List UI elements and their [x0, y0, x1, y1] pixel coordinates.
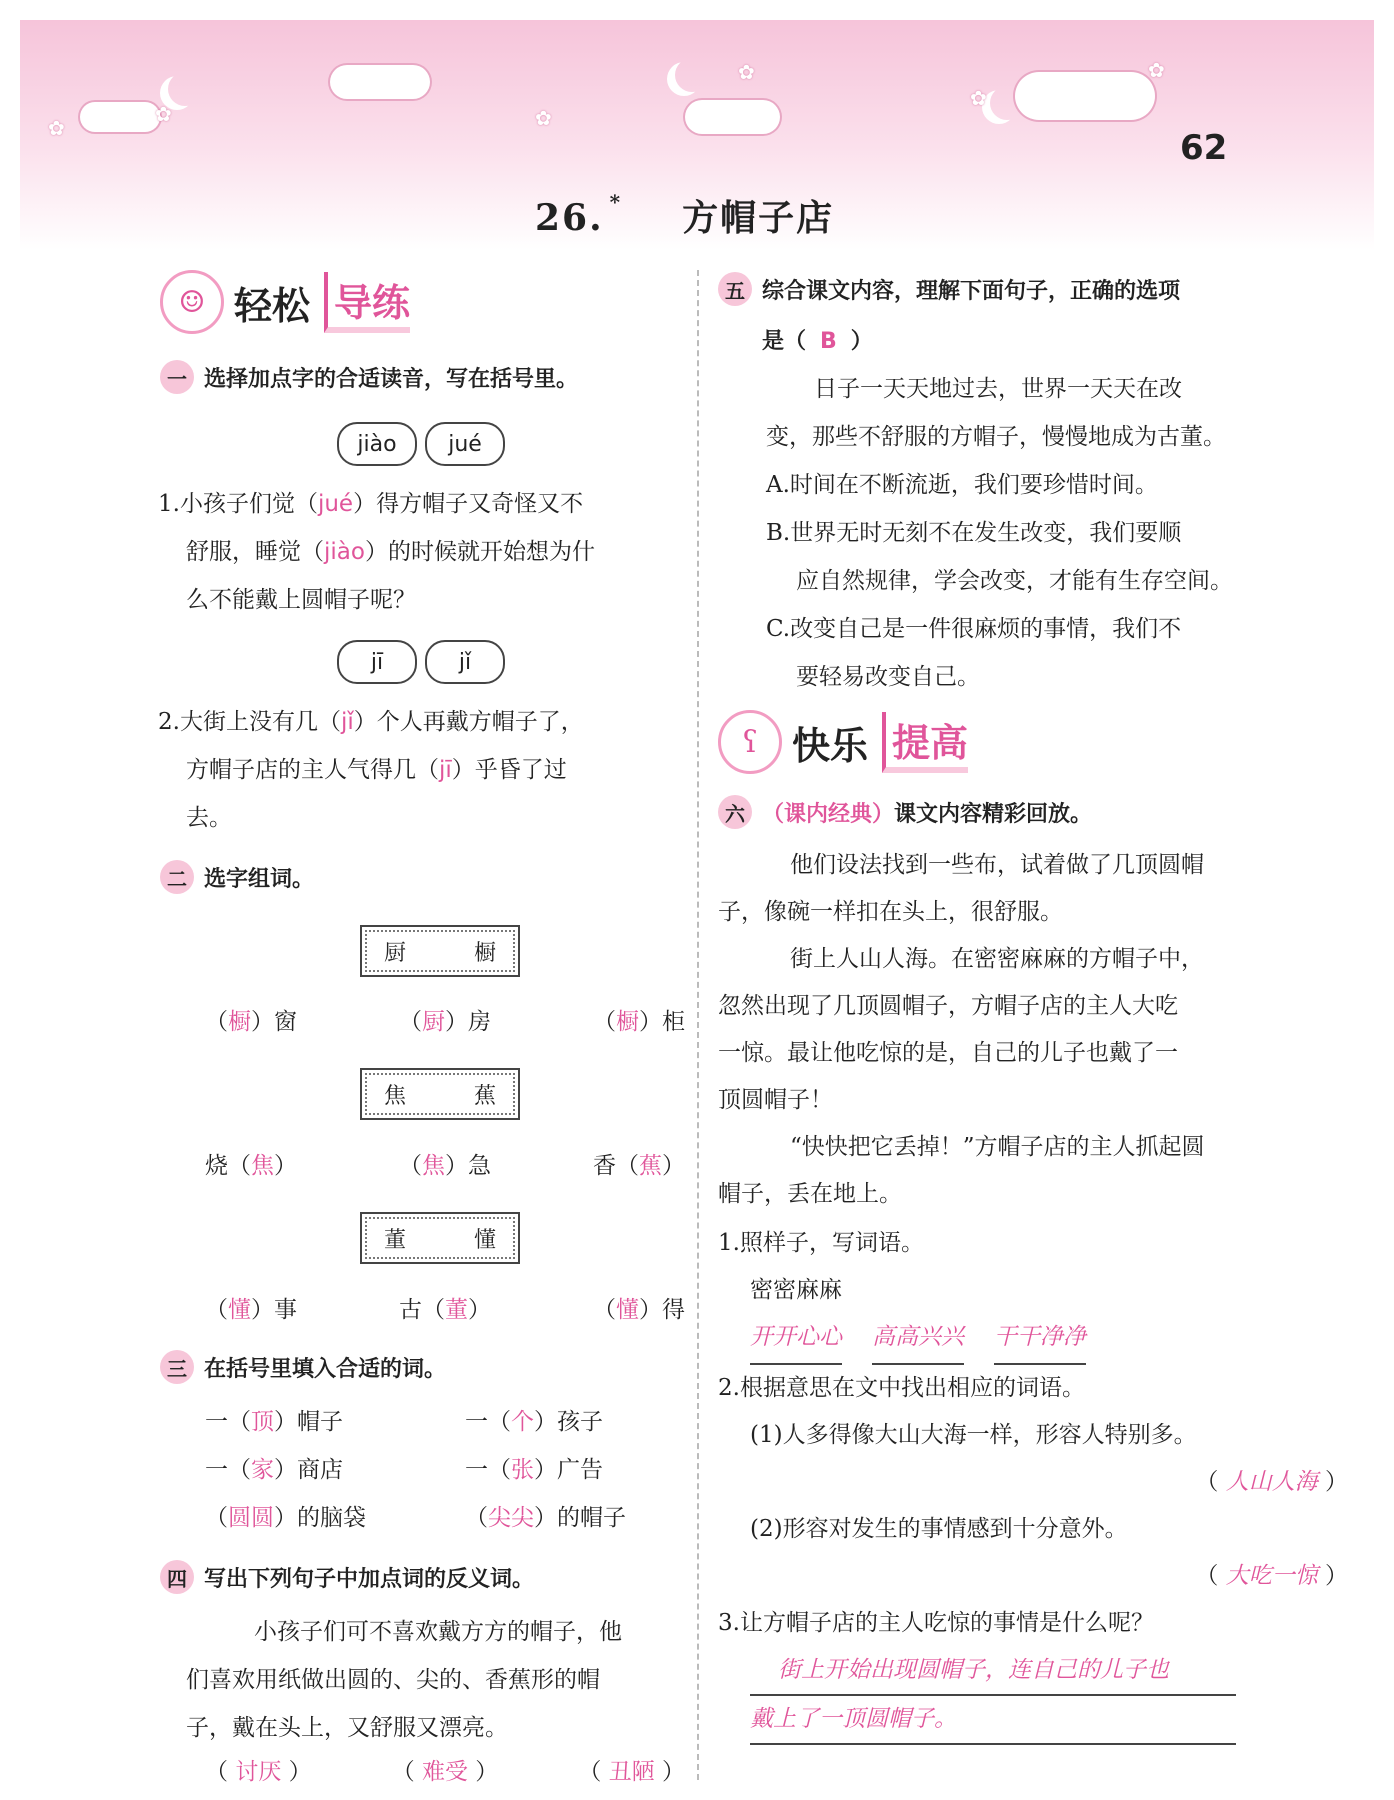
- option-a: A.时间在不断流逝，我们要珍惜时间。: [766, 472, 1158, 498]
- answer: 厨: [422, 1009, 445, 1035]
- answer: 焦: [251, 1153, 274, 1179]
- answer: 戴上了一顶圆帽子。: [750, 1696, 1236, 1745]
- question-tag: （课内经典）: [762, 801, 895, 827]
- star-icon: ✿: [155, 102, 172, 126]
- passage-line: 们喜欢用纸做出圆的、尖的、香蕉形的帽: [186, 1667, 600, 1693]
- q4-answers: （ 讨厌 ） （ 难受 ） （ 丑陋 ）: [205, 1759, 685, 1785]
- answer: jué: [317, 491, 354, 517]
- answer: 焦: [422, 1153, 445, 1179]
- page-number: 62: [1180, 128, 1228, 168]
- answer: 人山人海: [1225, 1469, 1318, 1495]
- cat-icon: ☺: [160, 270, 224, 334]
- banner-easy-b: 导练: [324, 272, 410, 333]
- answer: 街上开始出现圆帽子，连自己的儿子也: [750, 1647, 1236, 1696]
- moon-icon: [168, 72, 202, 106]
- question-5-heading: [718, 272, 1180, 306]
- q6-passage: [718, 842, 1368, 1218]
- pinyin-option: jǐ: [425, 640, 505, 684]
- question-number: 六: [718, 795, 752, 829]
- answer: B: [820, 329, 837, 354]
- quote-line: 日子一天天地过去，世界一天天在改: [814, 376, 1182, 402]
- q2-row-1: （橱）窗 （厨）房 （橱）柜: [205, 1009, 685, 1035]
- question-number: 二: [160, 860, 194, 894]
- answer: 橱: [228, 1009, 251, 1035]
- lesson-number: 26.: [535, 197, 604, 239]
- answer: 高高兴兴: [872, 1314, 964, 1365]
- char-option: 焦: [384, 1083, 407, 1109]
- moon-icon: [990, 86, 1024, 120]
- text: 去。: [186, 805, 232, 831]
- section-banner-happy: [718, 710, 968, 774]
- question-text: 在括号里填入合适的词。: [204, 1356, 447, 1382]
- star-icon: ✿: [1148, 58, 1165, 82]
- answer: 开开心心: [750, 1314, 842, 1365]
- cloud-decoration: [80, 102, 160, 132]
- q6-s1-answers: [718, 1314, 1368, 1365]
- q5-body: [718, 365, 1368, 701]
- answer: 董: [445, 1297, 468, 1323]
- char-option: 蕉: [473, 1083, 496, 1109]
- sub-question: (1)人多得像大山大海一样，形容人特别多。: [750, 1422, 1197, 1448]
- q5-answer-line: 是（ B ）: [762, 329, 873, 354]
- cloud-decoration: [685, 100, 780, 134]
- q4-passage: [158, 1608, 678, 1752]
- char-choice-frame: [360, 925, 520, 977]
- q1-sentence-2: [158, 698, 678, 842]
- passage-line: 小孩子们可不喜欢戴方方的帽子，他: [254, 1619, 622, 1645]
- answer: 丑陋: [608, 1759, 655, 1785]
- sub-question: 2.根据意思在文中找出相应的词语。: [718, 1375, 1085, 1401]
- banner-easy-a: 轻松: [234, 283, 311, 328]
- question-number: 四: [160, 1560, 194, 1594]
- moon-icon: [675, 58, 709, 92]
- option-c: C.改变自己是一件很麻烦的事情，我们不: [766, 616, 1182, 642]
- text: ）得方帽子又奇怪又不: [353, 491, 584, 517]
- star-icon: ✿: [738, 60, 755, 84]
- answer: 顶: [251, 1409, 274, 1435]
- answer: jī: [439, 757, 452, 783]
- star-icon: ✿: [535, 106, 552, 130]
- cloud-decoration: [1015, 72, 1155, 120]
- q1-sentence-1: [158, 480, 678, 624]
- char-option: 橱: [473, 940, 496, 966]
- char-option: 厨: [384, 940, 407, 966]
- banner-happy-a: 快乐: [792, 723, 869, 768]
- question-text: 综合课文内容，理解下面句子，正确的选项: [762, 278, 1181, 304]
- passage-line: 子，戴在头上，又舒服又漂亮。: [186, 1715, 508, 1741]
- lesson-star: *: [609, 190, 623, 214]
- question-2-heading: [160, 860, 314, 894]
- answer: 难受: [422, 1759, 468, 1785]
- question-1-heading: [160, 360, 578, 394]
- question-number: 三: [160, 1350, 194, 1384]
- quote-line: 变，那些不舒服的方帽子，慢慢地成为古董。: [766, 424, 1226, 450]
- column-divider: [697, 270, 699, 1780]
- char-option: 董: [384, 1227, 407, 1253]
- answer: 张: [511, 1457, 534, 1483]
- question-number: 五: [718, 272, 752, 306]
- passage-line: 街上人山人海。在密密麻麻的方帽子中，: [790, 946, 1204, 972]
- sub-question: (2)形容对发生的事情感到十分意外。: [750, 1516, 1128, 1542]
- option-b: B.世界无时无刻不在发生改变，我们要顺: [766, 520, 1182, 546]
- char-option: 懂: [473, 1227, 496, 1253]
- pinyin-option: jiào: [337, 422, 417, 466]
- answer: 个: [511, 1409, 534, 1435]
- passage-line: 顶圆帽子！: [718, 1087, 833, 1113]
- answer: 家: [251, 1457, 274, 1483]
- text: 2.大街上没有几（: [158, 709, 341, 735]
- question-text: 选择加点字的合适读音，写在括号里。: [204, 366, 579, 392]
- star-icon: ✿: [48, 116, 65, 140]
- passage-line: 帽子，丢在地上。: [718, 1181, 902, 1207]
- sub-question: 1.照样子，写词语。: [718, 1230, 924, 1256]
- answer: 圆圆: [228, 1505, 274, 1531]
- passage-line: “快快把它丢掉！”方帽子店的主人抓起圆: [790, 1134, 1205, 1160]
- answer: 蕉: [639, 1153, 662, 1179]
- question-6-heading: [718, 795, 1092, 829]
- q2-row-3: （懂）事 古（董） （懂）得: [205, 1297, 685, 1323]
- passage-line: 一惊。最让他吃惊的是，自己的儿子也戴了一: [718, 1040, 1178, 1066]
- text: ）的时候就开始想为什: [364, 539, 595, 565]
- bear-icon: ʕ: [718, 710, 782, 774]
- answer: 懂: [228, 1297, 251, 1323]
- sub-question: 3.让方帽子店的主人吃惊的事情是什么呢？: [718, 1610, 1154, 1636]
- text: 舒服，睡觉（: [186, 539, 324, 565]
- q3-items: 一（顶）帽子 一（个）孩子 一（家）商店 一（张）广告 （圆圆）的脑袋 （尖尖）的帽子: [205, 1409, 626, 1531]
- passage-line: 忽然出现了几顶圆帽子，方帽子店的主人大吃: [718, 993, 1178, 1019]
- banner-happy-b: 提高: [882, 712, 968, 773]
- char-choice-frame: [360, 1212, 520, 1264]
- text: ）乎昏了过: [451, 757, 567, 783]
- answer: 讨厌: [235, 1759, 282, 1785]
- answer: 懂: [616, 1297, 639, 1323]
- example-word: 密密麻麻: [750, 1277, 842, 1303]
- answer: 干干净净: [994, 1314, 1086, 1365]
- text: 方帽子店的主人气得几（: [186, 757, 439, 783]
- section-banner-easy: [160, 270, 410, 334]
- question-number: 一: [160, 360, 194, 394]
- star-icon: ✿: [970, 86, 987, 110]
- text: ）个人再戴方帽子了，: [353, 709, 584, 735]
- pinyin-option: jī: [337, 640, 417, 684]
- question-text: 选字组词。: [204, 866, 315, 892]
- question-text: 写出下列句子中加点词的反义词。: [204, 1566, 535, 1592]
- lesson-title: [535, 190, 834, 241]
- answer: 大吃一惊: [1225, 1563, 1318, 1589]
- q2-row-2: 烧（焦） （焦）急 香（蕉）: [205, 1153, 685, 1179]
- answer: jǐ: [340, 709, 354, 735]
- text: 么不能戴上圆帽子呢？: [186, 587, 416, 613]
- passage-line: 他们设法找到一些布，试着做了几顶圆帽: [790, 852, 1204, 878]
- lesson-title-text: 方帽子店: [682, 197, 835, 239]
- passage-line: 子，像碗一样扣在头上，很舒服。: [718, 899, 1063, 925]
- text: 1.小孩子们觉（: [158, 491, 318, 517]
- pinyin-option: jué: [425, 422, 505, 466]
- answer: 尖尖: [488, 1505, 534, 1531]
- answer: jiào: [324, 539, 365, 565]
- char-choice-frame: [360, 1068, 520, 1120]
- option-c: 要轻易改变自己。: [796, 664, 980, 690]
- cloud-decoration: [330, 65, 430, 99]
- question-3-heading: [160, 1350, 446, 1384]
- question-4-heading: [160, 1560, 534, 1594]
- q6-questions: 1.照样子，写词语。 密密麻麻 开开心心 高高兴兴 干干净净 2.根据意思在文中找出相应的词语。 (1)人多得像大山大海一样，形容人特别多。 （ 人山人海 ） (2)形容对发生的事情感到十分意外。 （ 大吃一惊 ） 3.让方帽子店的主人吃惊的事情是什么呢？ 街上开始出现圆帽子，连自己的儿子也 戴上了一顶圆帽子。: [718, 1220, 1368, 1745]
- answer: 橱: [616, 1009, 639, 1035]
- option-b: 应自然规律，学会改变，才能有生存空间。: [796, 568, 1233, 594]
- question-text: 课文内容精彩回放。: [894, 801, 1093, 827]
